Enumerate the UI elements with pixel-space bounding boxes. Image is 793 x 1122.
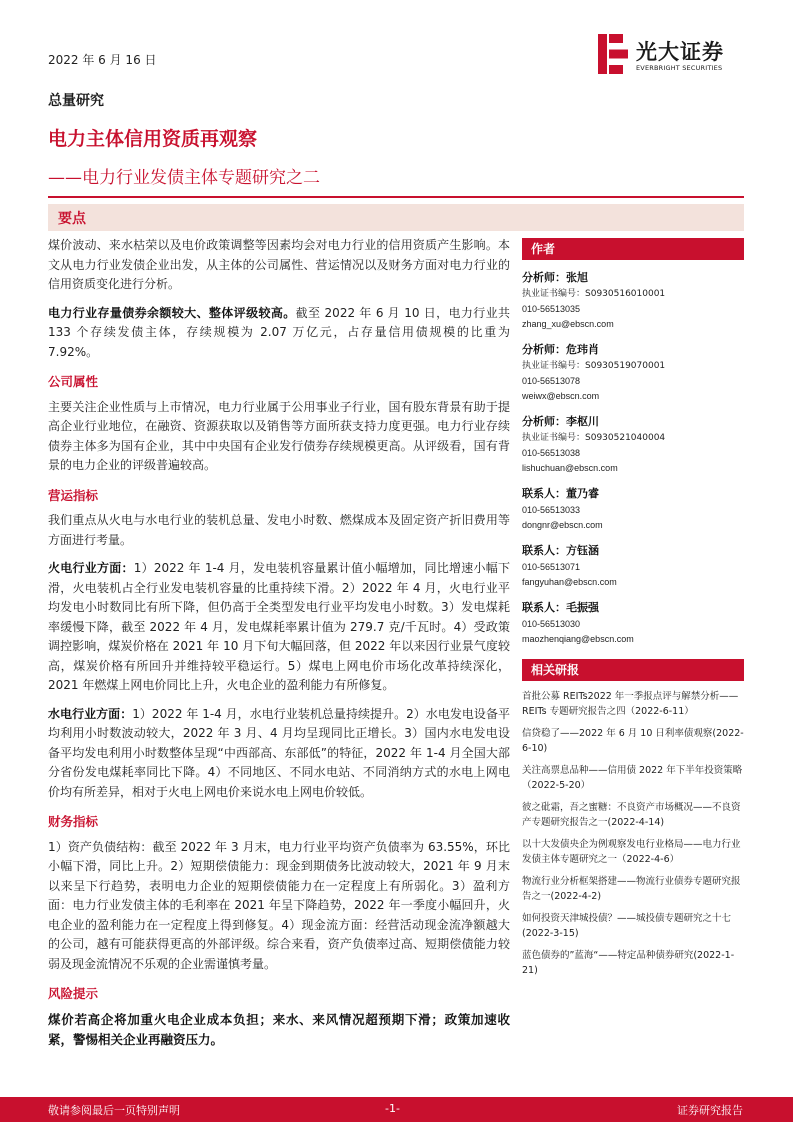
main-content — [48, 236, 510, 1050]
analyst-card — [522, 341, 744, 404]
hydro-paragraph — [48, 705, 510, 803]
related-report-link[interactable]: 信贷稳了——2022 年 6 月 10 日利率债观察(2022-6-10) — [522, 728, 744, 754]
analyst-cert: 执业证书编号：S0930516010001 — [522, 289, 666, 299]
analyst-email[interactable]: weiwx@ebscn.com — [522, 391, 600, 401]
key-points-band — [48, 204, 744, 231]
related-report-link[interactable]: 关注高票息品种——信用债 2022 年下半年投资策略（2022-5-20） — [522, 765, 743, 791]
contact-name: 联系人：董乃睿 — [522, 487, 599, 500]
footer-disclaimer: 敬请参阅最后一页特别声明 — [48, 1104, 180, 1117]
analyst-card — [522, 413, 744, 476]
related-reports-list — [522, 689, 744, 978]
logo-text-cn: 光大证券 — [636, 40, 724, 64]
report-date: 2022 年 6 月 16 日 — [48, 53, 157, 67]
report-title: 电力主体信用资质再观察 — [48, 128, 258, 150]
everbright-logo-icon — [598, 34, 628, 74]
report-category: 总量研究 — [48, 93, 104, 109]
related-reports-header: 相关研报 — [522, 659, 744, 681]
thermal-lead: 火电行业方面： — [48, 561, 134, 575]
finance-paragraph: 1）资产负债结构：截至 2022 年 3 月末，电力行业平均资产负债率为 63.55%，环比小幅下滑，同比上升。2）短期偿债能力：现金到期债务比波动较大，2021 年 9 月末以来呈下行趋势，表明电力企业的短期偿债能力在一定程度上有所弱化。3）盈利方面：电力行业发债主体的毛利率在 2021 年呈下降趋势，2022 年一季度小幅回升，火电企业的盈利能力在一定程度上得到修复。4）现金流方面：经营活动现金流净额越大的公司，越有可能获得更高的外部评级。综合来看，资产负债率过高、短期偿债能力较弱及现金流情况不乐观的企业需谨慎考量。 — [48, 839, 510, 971]
analyst-phone: 010-56513035 — [522, 304, 581, 314]
contact-email[interactable]: maozhenqiang@ebscn.com — [522, 634, 634, 644]
stock-lead: 电力行业存量债券余额较大、整体评级较高。 — [48, 305, 296, 320]
related-report-link[interactable]: 首批公募 REITs2022 年一季报点评与解禁分析——REITs 专题研究报告之四（2022-6-11） — [522, 691, 739, 717]
contact-card — [522, 599, 744, 647]
analyst-email[interactable]: lishuchuan@ebscn.com — [522, 463, 618, 473]
analyst-cert: 执业证书编号：S0930519070001 — [522, 361, 666, 371]
analyst-card — [522, 269, 744, 332]
contact-phone: 010-56513033 — [522, 505, 581, 515]
footer-report-type: 证券研究报告 — [677, 1104, 743, 1117]
analyst-name: 分析师：李枢川 — [522, 415, 599, 428]
related-report-link[interactable]: 以十大发债央企为例观察发电行业格局——电力行业发债主体专题研究之一（2022-4-6） — [522, 839, 741, 865]
contact-email[interactable]: fangyuhan@ebscn.com — [522, 577, 617, 587]
contact-phone: 010-56513030 — [522, 619, 581, 629]
section-heading-risk: 风险提示 — [48, 986, 99, 1001]
key-points-label: 要点 — [58, 211, 86, 227]
ops-intro-paragraph: 我们重点从火电与水电行业的装机总量、发电小时数、燃煤成本及固定资产折旧费用等方面进行考量。 — [48, 513, 510, 547]
contact-card — [522, 542, 744, 590]
hydro-lead: 水电行业方面： — [48, 706, 133, 721]
hydro-text: 1）2022 年 1-4 月，水电行业装机总量持续提升。2）水电发电设备平均利用小时数波动较大，2022 年 3 月、4 月均呈现同比正增长。3）国内水电发电设备平均发电利用小时数整体呈现“中西部高、东部低”的特征，2022 年 1-4 月全国大部分省份发电煤耗率同比下降。4）不同地区、不同水电站、不同消纳方式的水电上网电价均有所差异，相对于火电上网电价来说水电上网电价较低。 — [48, 706, 510, 799]
risk-paragraph: 煤价若高企将加重火电企业成本负担；来水、来风情况超预期下滑；政策加速收紧，警惕相关企业再融资压力。 — [48, 1011, 510, 1047]
stock-text: 截至 2022 年 6 月 10 日，电力行业共 133 个存续发债主体，存续规模为 2.07 万亿元，占存量信用债规模的比重为 7.92%。 — [48, 305, 510, 359]
related-report-link[interactable]: 彼之砒霜，吾之蜜糖：不良资产市场概况——不良资产专题研究报告之一(2022-4-14) — [522, 802, 741, 828]
contact-name: 联系人：方钰涵 — [522, 544, 599, 557]
sidebar — [522, 238, 744, 985]
page-footer — [0, 1097, 793, 1122]
intro-paragraph: 煤价波动、来水枯荣以及电价政策调整等因素均会对电力行业的信用资质产生影响。本文从电力行业发债企业出发，从主体的公司属性、营运情况以及财务方面对电力行业的信用资质变化进行分析。 — [48, 238, 510, 291]
analyst-email[interactable]: zhang_xu@ebscn.com — [522, 319, 614, 329]
logo-text-en: EVERBRIGHT SECURITIES — [636, 64, 723, 72]
authors-header: 作者 — [522, 238, 744, 260]
stock-paragraph — [48, 304, 510, 363]
thermal-text: 1）2022 年 1-4 月，发电装机容量累计值小幅增加，同比增速小幅下滑，火电装机占全行业发电装机容量的比重持续下滑。2）2022 年 4 月，火电行业平均发电小时数同比有所下降，但仍高于全类型发电行业平均发电小时数。3）发电煤耗率缓慢下降，截至 2022 年 4 月，发电煤耗率累计值为 279.7 克/千瓦时。4）受政策调控影响，煤炭价格在 2021 年 10 月下旬大幅回落，但 2022 年以来因行业景气度较高，煤炭价格有所回升并维持较平稳运行。5）煤电上网电价市场化改革持续深化，2021 年燃煤上网电价同比上升，火电企业的盈利能力有所修复。 — [48, 561, 510, 692]
company-paragraph: 主要关注企业性质与上市情况，电力行业属于公用事业子行业，国有股东背景有助于提高企业行业地位，在融资、资源获取以及销售等方面所获支持力度更强。电力行业存续债券主体多为国有企业，其中中央国有企业发行债券存续规模更高。从评级看，国有背景的电力企业的评级普遍较高。 — [48, 399, 510, 472]
analyst-cert: 执业证书编号：S0930521040004 — [522, 433, 666, 443]
contact-phone: 010-56513071 — [522, 562, 581, 572]
page-number: -1- — [385, 1102, 400, 1115]
contact-email[interactable]: dongnr@ebscn.com — [522, 520, 603, 530]
company-logo — [598, 34, 748, 76]
related-report-link[interactable]: 蓝色债券的”蓝海“——特定品种债券研究(2022-1-21) — [522, 950, 735, 976]
report-subtitle: ——电力行业发债主体专题研究之二 — [48, 168, 320, 188]
analyst-phone: 010-56513038 — [522, 448, 581, 458]
section-heading-finance: 财务指标 — [48, 814, 99, 829]
analyst-name: 分析师：危玮肖 — [522, 343, 599, 356]
section-heading-ops: 营运指标 — [48, 487, 99, 503]
title-divider — [48, 196, 744, 198]
section-heading-company: 公司属性 — [48, 374, 99, 389]
contact-card — [522, 485, 744, 533]
analyst-name: 分析师：张旭 — [522, 271, 588, 284]
related-report-link[interactable]: 如何投资天津城投债？——城投债专题研究之十七(2022-3-15) — [522, 913, 732, 939]
thermal-paragraph — [48, 559, 510, 696]
contact-name: 联系人：毛振强 — [522, 601, 599, 614]
analyst-phone: 010-56513078 — [522, 376, 581, 386]
related-report-link[interactable]: 物流行业分析框架搭建——物流行业债券专题研究报告之一(2022-4-2) — [522, 876, 741, 902]
